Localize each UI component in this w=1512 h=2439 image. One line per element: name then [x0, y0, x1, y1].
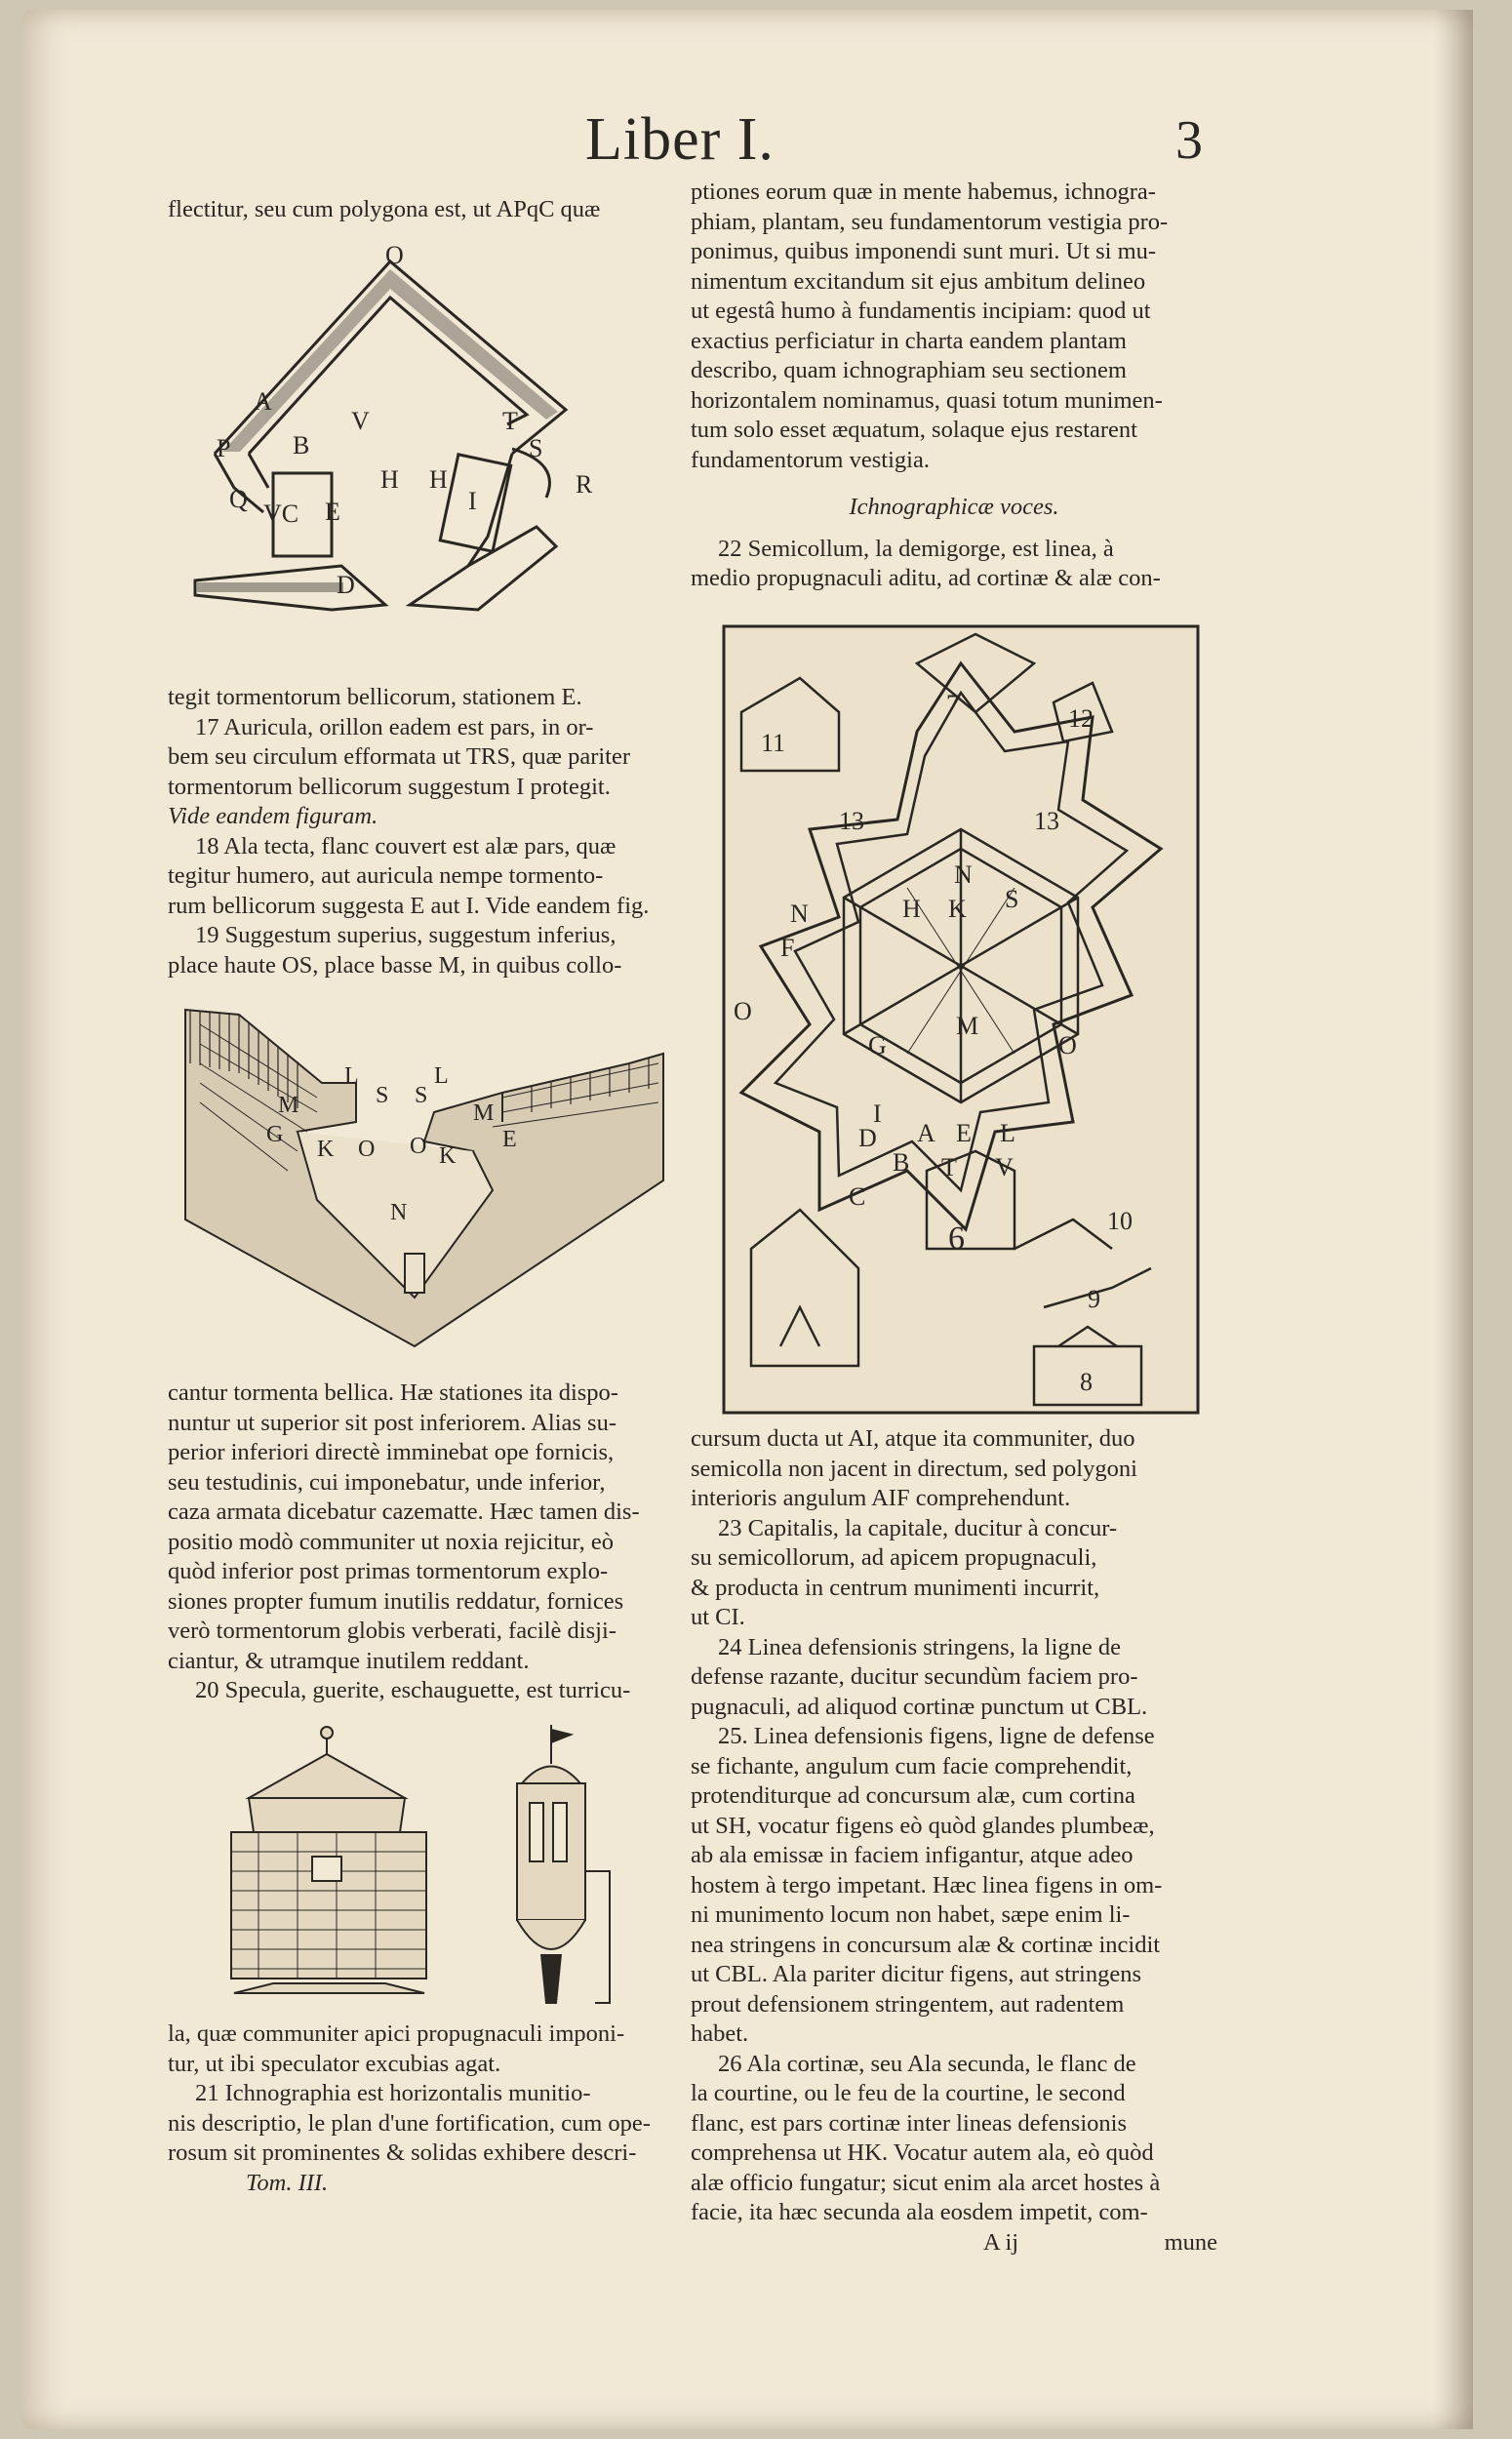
text-line: tegit tormentorum bellicorum, stationem E.	[168, 684, 582, 710]
fig1-label-R: R	[576, 470, 593, 499]
plan-label-O2: O	[1058, 1031, 1077, 1060]
text-line: tur, ut ibi speculator excubias agat.	[168, 2050, 501, 2077]
plan-label-8: 8	[1080, 1368, 1093, 1396]
fig1-label-Q: Q	[229, 485, 248, 513]
text-line: pugnaculi, ad aliquod cortinæ punctum ut CBL.	[691, 1693, 1148, 1720]
text-line: facie, ita hæc secunda ala eosdem impetit, com-	[691, 2199, 1148, 2225]
text-line: 22 Semicollum, la demigorge, est linea, à	[718, 535, 1114, 562]
signature-mark: A ij	[983, 2228, 1019, 2256]
casemate-figure	[180, 1005, 668, 1351]
text-line: 26 Ala cortinæ, seu Ala secunda, le flanc de	[718, 2050, 1136, 2077]
text-line: exactius perficiatur in charta eandem plantam	[691, 327, 1127, 354]
plan-label-7: 7	[946, 690, 959, 718]
text-line: ut egestâ humo à fundamentis incipiam: quod ut	[691, 298, 1151, 324]
text-line: 23 Capitalis, la capitale, ducitur à concur-	[718, 1514, 1118, 1541]
text-line: verò tormentorum globis verberati, facilè disji-	[168, 1618, 617, 1644]
text-line: flanc, est pars cortinæ inter lineas defensionis	[691, 2109, 1127, 2137]
text-line: rum bellicorum suggesta E aut I. Vide eandem fig.	[168, 892, 650, 919]
text-line: alæ officio fungatur; sicut enim ala arcet hostes à	[691, 2169, 1161, 2196]
plan-label-V: V	[995, 1153, 1014, 1181]
text-line: la, quæ communiter apici propugnaculi imponi-	[168, 2020, 625, 2047]
plan-label-10: 10	[1107, 1207, 1133, 1235]
text-line: 25. Linea defensionis figens, ligne de defense	[718, 1723, 1155, 1749]
fig2-label-N: N	[390, 1200, 408, 1225]
text-line: Vide eandem figuram.	[168, 803, 378, 829]
text-line: tormentorum bellicorum suggestum I protegit.	[168, 773, 611, 800]
text-line: se fichante, angulum cum facie comprehendit,	[691, 1752, 1133, 1779]
text-line: rosum sit prominentes & solidas exhibere descri-	[168, 2139, 637, 2166]
fig1-label-H1: H	[380, 465, 399, 494]
text-line: nea stringens in concursum alæ & cortinæ incidit	[691, 1931, 1161, 1958]
watchtower-figure	[219, 1725, 668, 2008]
fig1-label-S: S	[529, 434, 543, 462]
catchword: mune	[1164, 2228, 1217, 2256]
text-line: perior inferiori directè imminebat ope fornicis,	[168, 1439, 615, 1465]
text-line: su semicollorum, ad apicem propugnaculi,	[691, 1544, 1097, 1571]
plan-label-11: 11	[761, 729, 786, 757]
plan-label-D: D	[858, 1124, 877, 1152]
text-line: prout defensionem stringentem, aut radentem	[691, 1990, 1125, 2018]
plan-label-S: S	[1005, 885, 1019, 913]
plan-label-N2: N	[790, 900, 809, 928]
text-line: describo, quam ichnographiam seu sectionem	[691, 357, 1127, 383]
fig2-label-O2: O	[410, 1134, 427, 1159]
fig2-label-G: G	[266, 1122, 284, 1147]
left-block-3	[168, 1379, 695, 1706]
right-block-1	[691, 178, 1217, 594]
fig1-label-V: V	[351, 407, 370, 435]
fig2-label-L1: L	[344, 1063, 359, 1089]
plan-label-L: L	[1000, 1119, 1015, 1147]
text-line: siones propter fumum inutilis reddatur, fornices	[168, 1587, 624, 1615]
left-column-top	[168, 195, 695, 225]
left-block-4	[168, 2019, 695, 2198]
text-line: habet.	[691, 2020, 749, 2047]
text-line: tegitur humero, aut auricula nempe tormento-	[168, 862, 604, 889]
bastion-figure	[176, 244, 683, 615]
text-line: phiam, plantam, seu fundamentorum vestigia pro-	[691, 208, 1169, 235]
plan-label-12: 12	[1068, 704, 1094, 733]
plan-label-A: A	[917, 1119, 935, 1147]
page-number: 3	[1175, 110, 1203, 171]
fig1-label-B: B	[293, 431, 310, 460]
text-line: cantur tormenta bellica. Hæ stationes ita dispo-	[168, 1379, 618, 1406]
fig2-label-L2: L	[434, 1063, 449, 1089]
text-line: defense razante, ducitur secundùm faciem pro-	[691, 1663, 1138, 1690]
plan-label-N: N	[954, 860, 973, 889]
text-line: horizontalem nominamus, quasi totum munimen-	[691, 386, 1163, 414]
text-line: 19 Suggestum superius, suggestum inferius,	[195, 922, 617, 948]
fig2-label-E: E	[502, 1127, 517, 1152]
fig1-label-VC: VC	[263, 500, 299, 528]
text-line: 24 Linea defensionis stringens, la ligne de	[718, 1633, 1121, 1660]
plan-label-H: H	[902, 895, 921, 923]
fig2-label-S2: S	[415, 1083, 428, 1108]
text-line: ut CBL. Ala pariter dicitur figens, aut stringens	[691, 1961, 1142, 1987]
fig1-label-I: I	[468, 487, 477, 515]
text-line: ut SH, vocatur figens eò quòd glandes plumbeæ,	[691, 1812, 1155, 1839]
text-line: positio modò communiter ut noxia rejicitur, eò	[168, 1528, 614, 1555]
running-head: Liber I.	[585, 106, 775, 173]
text-line: 17 Auricula, orillon eadem est pars, in or-	[195, 713, 594, 740]
text-line: ciantur, & utramque inutilem reddant.	[168, 1647, 530, 1674]
text-line: caza armata dicebatur cazematte. Hæc tamen dis-	[168, 1499, 640, 1525]
text-line: place haute OS, place basse M, in quibus collo-	[168, 951, 622, 979]
fig1-label-O: O	[385, 244, 404, 269]
plan-label-I: I	[873, 1100, 882, 1128]
text-line: protenditurque ad concursum alæ, cum cortina	[691, 1782, 1135, 1809]
text-line: semicolla non jacent in directum, sed polygoni	[691, 1455, 1137, 1482]
text-line: ut CI.	[691, 1604, 745, 1630]
text-line: 20 Specula, guerite, eschauguette, est turricu-	[195, 1677, 631, 1703]
text-line: & producta in centrum munimenti incurrit,	[691, 1574, 1100, 1601]
fig2-label-M1: M	[278, 1093, 299, 1118]
text-line: tum solo esset æquatum, solaque ejus restarent	[691, 417, 1137, 443]
fig1-label-P: P	[217, 434, 231, 462]
plan-label-M: M	[956, 1012, 979, 1040]
right-block-3	[691, 1424, 1217, 2258]
fig2-label-M2: M	[473, 1100, 495, 1126]
text-line: nis descriptio, le plan d'une fortification, cum ope-	[168, 2109, 651, 2137]
page-footer	[691, 2228, 1217, 2258]
text-line: quòd inferior post primas tormentorum explo-	[168, 1558, 609, 1584]
plan-label-K: K	[948, 895, 967, 923]
plan-label-C: C	[849, 1182, 866, 1211]
text-line: ab ala emissæ in faciem infigantur, atque adeo	[691, 1842, 1134, 1868]
fig1-label-D: D	[337, 571, 355, 599]
fig2-label-O1: O	[358, 1137, 376, 1162]
fig2-label-K1: K	[317, 1137, 335, 1162]
text-line: hostem à tergo impetant. Hæc linea figens in om-	[691, 1871, 1163, 1899]
fortification-plan-figure	[722, 624, 1200, 1415]
plan-label-6: 6	[948, 1220, 965, 1257]
fig2-label-S1: S	[376, 1083, 389, 1108]
text-line: interioris angulum AIF comprehendunt.	[691, 1485, 1071, 1511]
text-line: ni munimento locum non habet, sæpe enim li-	[691, 1901, 1131, 1928]
text-line: fundamentorum vestigia.	[691, 446, 930, 473]
section-subheading: Ichnographicæ voces.	[849, 494, 1059, 520]
plan-label-B: B	[893, 1148, 910, 1177]
text-line: comprehensa ut HK. Vocatur autem ala, eò quòd	[691, 2139, 1154, 2166]
plan-label-F: F	[780, 934, 795, 962]
plan-label-9: 9	[1088, 1285, 1100, 1313]
text-line: ponimus, quibus imponendi sunt muri. Ut si mu-	[691, 238, 1157, 264]
text-line: 21 Ichnographia est horizontalis munitio-	[195, 2080, 591, 2106]
text-line: seu testudinis, cui imponebatur, unde inferior,	[168, 1468, 606, 1496]
plan-label-O: O	[734, 997, 752, 1025]
text-line: ptiones eorum quæ in mente habemus, ichnogra-	[691, 179, 1156, 205]
fig1-label-E: E	[325, 498, 340, 526]
fig2-label-K2: K	[439, 1143, 457, 1169]
text-line: flectitur, seu cum polygona est, ut APqC quæ	[168, 196, 601, 222]
text-line: la courtine, ou le feu de la courtine, le second	[691, 2080, 1126, 2106]
text-line: medio propugnaculi aditu, ad cortinæ & alæ con-	[691, 565, 1161, 591]
text-line: nuntur ut superior sit post inferiorem. Alias su-	[168, 1409, 617, 1436]
text-line: nimentum excitandum sit ejus ambitum delineo	[691, 267, 1146, 295]
fig1-label-T: T	[502, 407, 518, 435]
plan-label-13b: 13	[1034, 807, 1059, 835]
signature-mark: Tom. III.	[246, 2169, 329, 2196]
fig1-label-H2: H	[429, 465, 448, 494]
text-line: bem seu circulum efformata ut TRS, quæ pariter	[168, 743, 631, 770]
plan-label-G: G	[868, 1031, 887, 1060]
text-line: 18 Ala tecta, flanc couvert est alæ pars, quæ	[195, 832, 617, 860]
left-block-2	[168, 683, 695, 980]
plan-label-13a: 13	[839, 807, 864, 835]
page-edge-shadow	[1434, 10, 1473, 2429]
plan-label-T: T	[941, 1153, 957, 1181]
fig1-label-A: A	[254, 387, 272, 416]
plan-label-E: E	[956, 1119, 972, 1147]
text-line: cursum ducta ut AI, atque ita communiter, duo	[691, 1425, 1135, 1452]
